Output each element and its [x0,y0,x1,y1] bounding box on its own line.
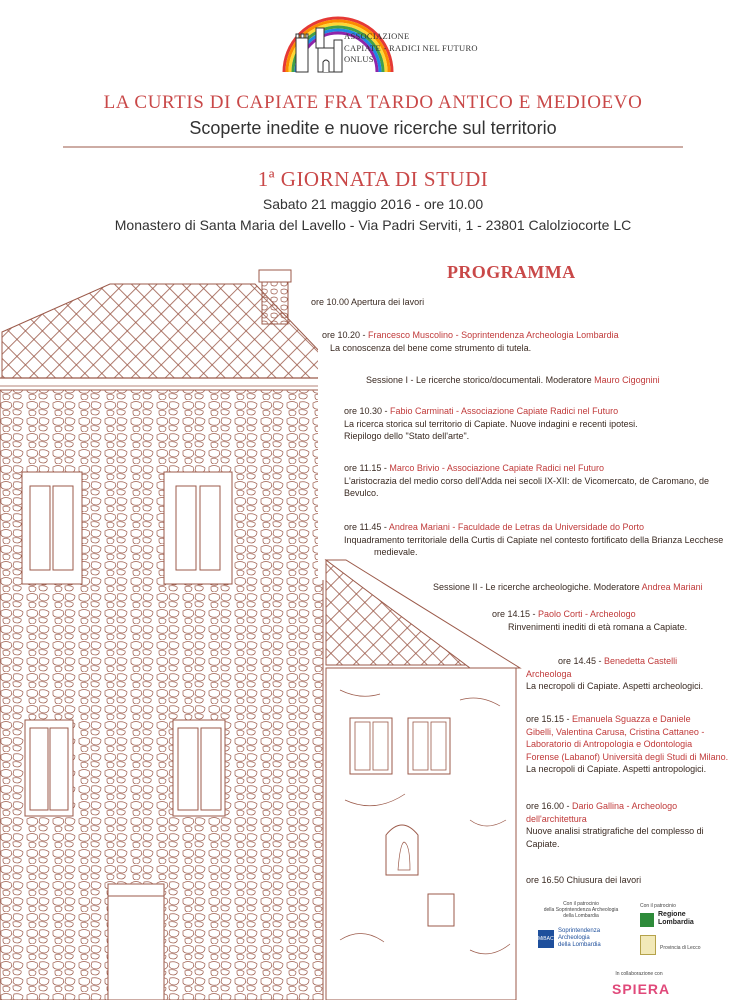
collaborazione-text: In collaborazione con [615,971,663,977]
patrocinio-text: Con il patrocinio [640,903,676,909]
association-line: ONLUS [344,54,374,64]
venue-line: Monastero di Santa Maria del Lavello - Via Padri Serviti, 1 - 23801 Calolziocorte LC [114,217,632,233]
main-roof [0,284,350,386]
program-item: ore 10.20 - Francesco Muscolino - Soprintendenza Archeologia Lombardia La conoscenza del bene come strumento di tutela. [322,330,619,353]
page-title: LA CURTIS DI CAPIATE FRA TARDO ANTICO E MEDIOEVO [103,92,643,113]
sponsor-panel [528,899,746,1000]
program-item: ore 14.45 - Benedetta Castelli Archeologa La necropoli di Capiate. Aspetti archeologici. [526,656,704,691]
program-item: ore 11.45 - Andrea Mariani - Faculdade de Letras da Universidade do Porto Inquadramento territoriale della Curtis di Capiate nel contesto fortificato della Brianza Lecchese medievale. [344,522,724,557]
provincia-text: Provincia di Lecco [660,945,701,951]
association-line: CAPIATE - RADICI NEL FUTURO [344,42,478,53]
date-line: Sabato 21 maggio 2016 - ore 10.00 [262,196,484,212]
day-title: 1ª GIORNATA DI STUDI [257,167,489,191]
speaker: Francesco Muscolino - Soprintendenza Archeologia Lombardia [368,330,619,340]
programma-title: PROGRAMMA [447,262,576,282]
regione-lombardia-logo: Regione Lombardia [640,911,720,933]
spiera-logo: SPIERA [612,981,671,997]
session-heading: Sessione I - Le ricerche storico/documentali. Moderatore Mauro Cigognini [366,375,660,385]
session-heading: Sessione II - Le ricerche archeologiche. Moderatore Andrea Mariani [433,582,703,592]
association-line: ASSOCIAZIONE [344,31,410,41]
program-item: ore 16.00 - Dario Gallina - Archeologo dell'architettura Nuove analisi stratigrafiche del complesso di Capiate. [526,801,704,849]
program-item: ore 10.30 - Fabio Carminati - Associazione Capiate Radici nel Futuro La ricerca storica sul territorio di Capiate. Nuove indagini e recenti ipotesi. Riepilogo dello "Stato dell'arte". [344,406,638,441]
provincia-crest-icon [640,935,656,955]
program-item: ore 14.15 - Paolo Corti - Archeologo Rinvenimenti inediti di età romana a Capiate. [492,609,688,632]
program-item: ore 15.15 - Emanuela Sguazza e Daniele Gibelli, Valentina Carusa, Cristina Cattaneo - Laboratorio di Antropologia e Odontologia Forense (Labanof) Università degli Studi di Milano. La necropoli di Capiate. Aspetti antropologici. [526,714,729,774]
program-item: ore 16.50 Chiusura dei lavori [526,875,642,885]
annex-building [326,560,520,1000]
program-item: ore 11.15 - Marco Brivio - Associazione Capiate Radici nel Futuro L'aristocrazia del medio corso dell'Adda nei secoli IX-XII: de Vicomercato, de Caromano, de Bevulco. [344,463,709,498]
shrine-niche [386,825,418,875]
regione-emblem-icon [640,913,654,927]
association-name [344,31,478,66]
program-item: ore 10.00 Apertura dei lavori [311,297,425,307]
soprintendenza-logo: MiBACT Soprintendenza Archeologia della Lombardia [538,928,601,948]
page-subtitle: Scoperte inedite e nuove ricerche sul territorio [189,118,557,138]
mibact-badge: MiBACT [538,930,554,948]
patrocinio-text: Con il patrocinio della Soprintendenza Archeologia della Lombardia [543,901,619,919]
